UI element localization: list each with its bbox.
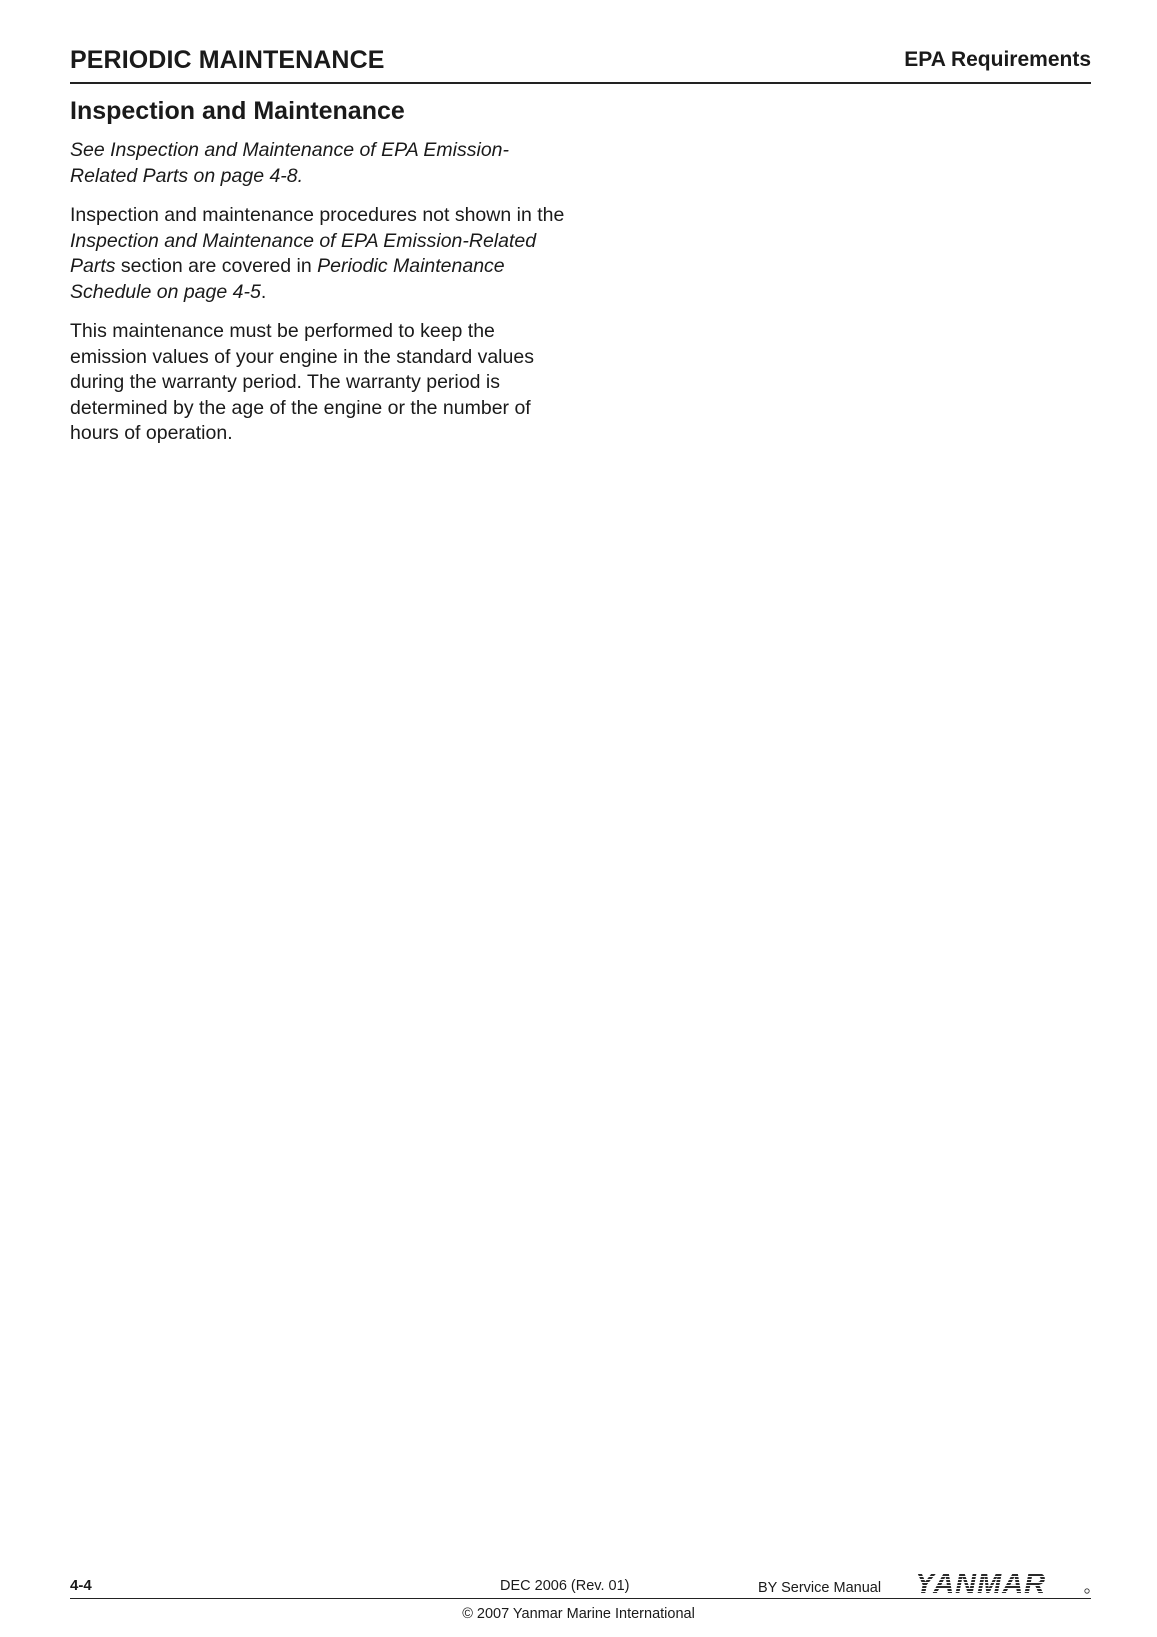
maintenance-paragraph: This maintenance must be performed to keep the emission values of your engine in the standard values during the warranty period. The warranty period is determined by the age of the engine or the number of hours of operation.	[70, 320, 534, 444]
copyright-notice: © 2007 Yanmar Marine International	[462, 1606, 695, 1622]
revision-date: DEC 2006 (Rev. 01)	[500, 1578, 630, 1594]
page-header	[70, 44, 1091, 84]
scope-text-2: section are covered in	[115, 255, 318, 277]
scope-reference-1[interactable]: Inspection and Maintenance of EPA Emission-Related Parts	[70, 229, 537, 277]
page-footer	[70, 1566, 1091, 1599]
scope-paragraph	[70, 203, 570, 305]
cross-reference-link[interactable]: See Inspection and Maintenance of EPA Emission-Related Parts on page 4-8.	[70, 139, 509, 187]
page-number: 4-4	[70, 1577, 92, 1594]
scope-reference-2[interactable]: Periodic Maintenance Schedule on page 4-5	[70, 255, 505, 303]
svg-text:YANMAR: YANMAR	[915, 1568, 1047, 1596]
scope-text-1: Inspection and maintenance procedures not shown in the	[70, 204, 565, 226]
yanmar-logo	[913, 1568, 1091, 1596]
section-heading: Inspection and Maintenance	[70, 97, 405, 125]
main-content	[70, 94, 570, 461]
header-section-title: PERIODIC MAINTENANCE	[70, 46, 385, 74]
manual-title: BY Service Manual	[758, 1580, 882, 1596]
header-topic: EPA Requirements	[904, 48, 1091, 71]
scope-text-3: .	[260, 280, 267, 303]
